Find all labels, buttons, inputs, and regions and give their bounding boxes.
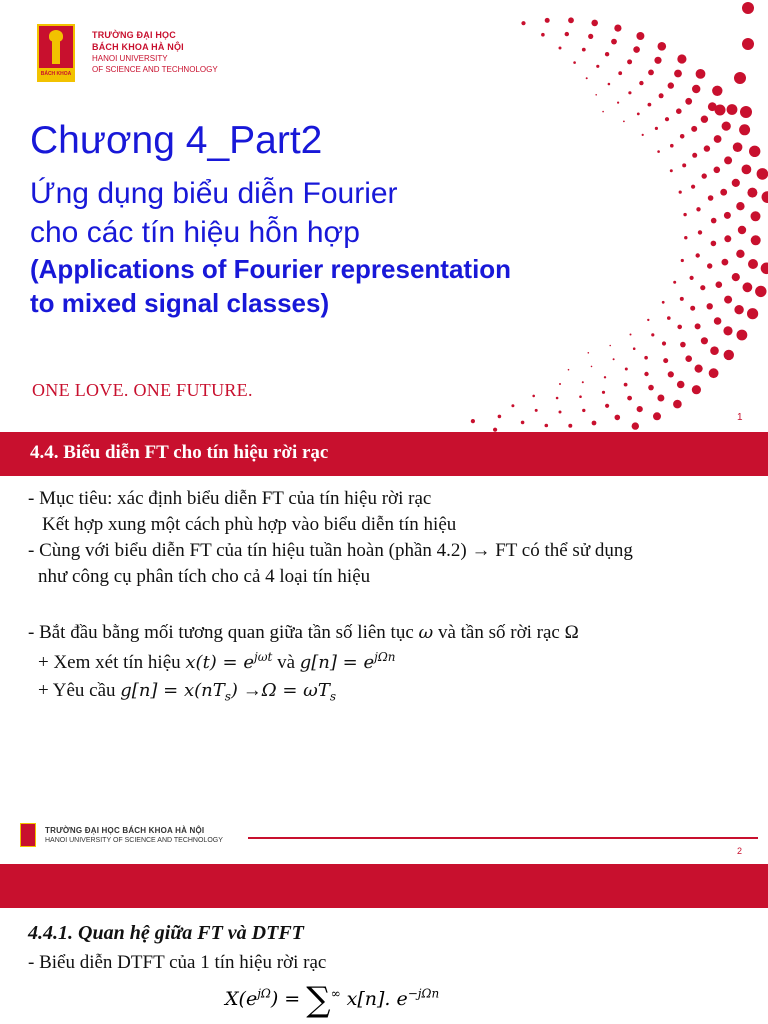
decor-dot [692,153,697,158]
eq-rhs: x[n]. e [346,988,408,1010]
decor-dot [586,77,588,79]
decor-dot [708,195,714,201]
decor-dot [737,330,748,341]
decor-dot [637,113,640,116]
decor-dot [623,121,625,123]
x-of-t-exponent: jωt [254,650,273,664]
decor-dot [704,145,710,151]
decor-dot [573,61,576,64]
decor-dot [625,368,628,371]
logo-text: BÁCH KHOA [39,68,73,80]
x-of-t-expression [185,652,272,673]
decor-dot [702,173,707,178]
sampling-base: g[n] = x(nT [120,680,225,701]
decor-dot [751,235,761,245]
decor-dot [545,18,550,23]
decor-dot [647,319,649,321]
decor-dot [691,185,695,189]
decor-dot [680,297,684,301]
decor-dot [690,276,694,280]
decor-dot [628,91,631,94]
decor-dot [521,21,525,25]
decor-dot [757,168,768,180]
decor-dot [596,65,599,68]
decor-dot [682,163,686,167]
decor-dot [615,415,621,421]
section-title: 4.4. Biểu diễn FT cho tín hiệu rời rạc [30,442,329,463]
decor-dot [724,156,732,164]
sampling-expression [120,680,238,704]
decor-dot [722,122,731,131]
decor-dot [724,296,732,304]
eq-lhs: X(e [225,988,258,1010]
ft-periodic-detail: như công cụ phân tích cho cả 4 loại tín hiệu [38,566,371,587]
decor-dot [714,167,721,174]
decor-dot [648,385,654,391]
decor-dot [653,412,661,420]
conjunction-and: và [277,652,296,673]
decor-dot [668,82,674,88]
decor-dot [568,369,570,371]
decor-dot [559,383,561,385]
sub-bullet-consider [38,650,396,674]
decor-dot [736,202,744,210]
decor-dot [695,323,701,329]
decor-dot [648,70,654,76]
omega-relation-base: Ω = ωT [261,680,330,701]
decor-dot [712,86,722,96]
decor-dot [627,396,632,401]
decor-dot [642,134,644,136]
omega-symbol: ω [418,622,434,643]
decor-dot [667,316,671,320]
decor-dot [614,25,621,32]
decor-dot [762,191,768,203]
footer-university-en: HANOI UNIVERSITY OF SCIENCE AND TECHNOLOGY [45,837,223,844]
decor-dot [559,47,562,50]
g-of-n-base: g[n] = e [299,652,375,673]
decor-dot [633,347,636,350]
decor-dot [608,83,611,86]
bullet-objective: - Mục tiêu: xác định biểu diễn FT của tín hiệu rời rạc [28,488,432,509]
decor-dot [535,409,538,412]
decor-dot [632,422,639,429]
decor-dot [644,356,648,360]
decor-dot [568,424,572,428]
decor-dot [659,93,664,98]
subtitle-vn-line-1: Ứng dụng biểu diễn Fourier [30,177,398,210]
decor-dot [679,191,682,194]
university-name-vn-2: BÁCH KHOA HÀ NỘI [92,42,184,52]
decor-dot [651,333,654,336]
decor-dot [747,188,757,198]
subtitle-en-line-1: (Applications of Fourier representation [30,254,512,284]
decor-dot [743,282,753,292]
decor-dot [748,259,758,269]
decor-dot [541,33,545,37]
decor-dot [749,146,760,157]
decor-dot [724,212,731,219]
decor-dot [662,341,666,345]
decor-dot [691,126,697,132]
decor-dot [711,241,717,247]
footer-university-vn: TRƯỜNG ĐẠI HỌC BÁCH KHOA HÀ NỘI [45,826,205,835]
objective-detail: Kết hợp xung một cách phù hợp vào biểu diễn tín hiệu [42,514,457,535]
decor-dot [734,305,743,314]
footer-divider [248,837,758,839]
decor-dot [609,345,611,347]
decor-dot [591,20,598,27]
decor-dot [714,317,722,325]
decor-dot [674,70,682,78]
university-name-vn-1: TRƯỜNG ĐẠI HỌC [92,30,176,40]
eq-lhs-close: ) = [270,988,301,1010]
bullet-ft-periodic: - Cùng với biểu diễn FT của tín hiệu tuần hoàn (phần 4.2) → FT có thể sử dụng [28,540,633,561]
decor-dot [670,169,673,172]
decor-dot [662,301,665,304]
consider-prefix: + Xem xét tín hiệu [38,652,181,673]
decor-dot [707,263,712,268]
title-slide [0,0,768,432]
decor-dot [677,54,686,63]
decor-dot [582,409,585,412]
decor-dot [582,381,584,383]
decor-dot [720,189,727,196]
decor-dot [602,391,605,394]
decor-dot [696,207,700,211]
decor-dot [633,46,640,53]
dtft-equation [225,980,439,1020]
page-number: 2 [737,846,743,856]
decor-dot [568,17,574,23]
decor-dot [738,226,746,234]
page-number: 1 [737,412,743,423]
decor-dot [565,32,569,36]
decor-dot [676,108,682,114]
subtitle-vn [30,174,398,252]
sub-bullet-require [38,680,336,704]
decor-dot [604,376,606,378]
decor-dot [701,116,708,123]
decor-dot [739,124,750,135]
decor-dot [711,218,717,224]
g-of-n-expression [300,652,396,673]
decor-dot [681,259,684,262]
decor-dot [690,306,695,311]
footer-logo-icon [20,823,36,847]
frequency-relation-text: - Bắt đầu bằng mối tương quan giữa tần số liên tục [28,622,414,643]
decor-dot [722,259,729,266]
decor-dot [701,337,708,344]
decor-dot [707,303,713,309]
decor-dot [511,404,514,407]
slogan: ONE LOVE. ONE FUTURE. [32,380,253,400]
decor-dot [680,342,686,348]
decor-dot [624,383,628,387]
decor-dot [648,103,652,107]
decor-dot [595,94,597,96]
decor-dot [637,406,643,412]
summation-upper-limit: ∞ [330,986,341,1001]
decor-dot [665,117,669,121]
decor-dot [684,236,687,239]
decor-dot [680,134,685,139]
decor-dot [639,81,643,85]
decor-dot [742,2,754,14]
decor-dot [559,411,562,414]
chapter-title: Chương 4_Part2 [30,119,323,162]
decor-dot [668,371,674,377]
decor-dot [588,34,593,39]
subtitle-en [30,252,511,320]
decor-dot [714,135,722,143]
decor-dot [655,127,658,130]
decor-dot [683,213,686,216]
content-slide-4-4-1 [0,864,768,1024]
decor-dot [658,42,667,51]
university-name-en-2: OF SCIENCE AND TECHNOLOGY [92,65,218,74]
require-prefix: + Yêu cầu [38,680,116,701]
decor-dot [663,358,668,363]
omega-relation-subscript: s [329,689,337,704]
section-title: 4.4.1. Quan hệ giữa FT và DTFT [28,922,304,944]
decor-dot [692,385,701,394]
decor-dot [734,72,746,84]
sampling-close: ) [230,680,238,701]
decor-dot [677,325,682,330]
decor-dot [471,419,475,423]
eq-rhs-exponent: −jΩn [407,986,440,1001]
decor-dot [592,421,597,426]
decor-dot [698,230,702,234]
decor-dot [732,179,740,187]
decor-dot [700,285,705,290]
omega-relation-expression [261,680,337,704]
decor-dot [602,111,604,113]
frequency-relation-mid: và tần số rời rạc [437,622,560,643]
decor-dot [657,150,660,153]
decor-dot [545,424,549,428]
decor-dot [498,415,502,419]
decor-dot [685,355,692,362]
subtitle-en-line-2: to mixed signal classes) [30,288,330,318]
decor-dot [695,365,703,373]
decor-dot [742,38,754,50]
decor-dot [732,273,740,281]
decor-dot [724,350,734,360]
eq-lhs-exponent: jΩ [257,986,271,1001]
decor-dot [588,352,590,354]
slide-footer [0,817,768,857]
decor-dot [657,395,664,402]
decor-dot [716,281,723,288]
bullet-frequency-relation [28,622,579,644]
decor-dot [742,165,752,175]
arrow-symbol: → [242,680,262,701]
decor-dot [727,104,738,115]
decor-dot [692,85,700,93]
decor-dot [644,372,648,376]
summation-symbol: ∑ [306,980,331,1020]
decor-dot [556,397,559,400]
university-name-en-1: HANOI UNIVERSITY [92,54,168,63]
decor-dot [532,395,535,398]
decor-dot [724,235,731,242]
university-name [92,29,218,75]
decor-dot [751,211,761,221]
decor-dot [747,308,758,319]
subtitle-vn-line-2: cho các tín hiệu hỗn hợp [30,216,360,249]
decor-dot [673,400,682,409]
section-header-band [0,864,768,908]
Omega-symbol: Ω [564,622,579,643]
decor-dot [654,57,661,64]
decor-dot [613,358,615,360]
decor-dot [723,326,732,335]
torch-icon [52,40,60,64]
decor-dot [627,59,632,64]
sampling-subscript: s [224,689,231,704]
content-slide-4-4 [0,432,768,864]
decor-dot [677,381,685,389]
decor-dot [755,286,766,297]
decor-dot [582,48,586,52]
decor-dot [709,368,719,378]
decor-dot [630,334,632,336]
decor-dot [617,102,619,104]
decor-dot [636,32,644,40]
decor-dot [696,69,706,79]
decor-dot [685,98,692,105]
decor-dot [736,250,744,258]
university-logo [37,24,75,82]
x-of-t-base: x(t) = e [185,652,254,673]
decor-dot [521,421,525,425]
decor-dot [710,346,719,355]
decor-dot [591,366,593,368]
decor-dot [670,144,674,148]
decor-dot [611,39,617,45]
decor-dot [740,106,752,118]
bullet-dtft: - Biểu diễn DTFT của 1 tín hiệu rời rạc [28,952,327,973]
decor-dot [696,253,700,257]
decor-dot [605,404,609,408]
decor-dot [715,105,726,116]
section-header-band [0,432,768,476]
decor-dot [673,281,676,284]
g-of-n-exponent: jΩn [374,650,396,664]
decor-dot [618,71,622,75]
decor-dot [579,395,582,398]
decor-dot [733,142,743,152]
decor-dot [761,263,768,275]
decor-dot [605,52,609,56]
